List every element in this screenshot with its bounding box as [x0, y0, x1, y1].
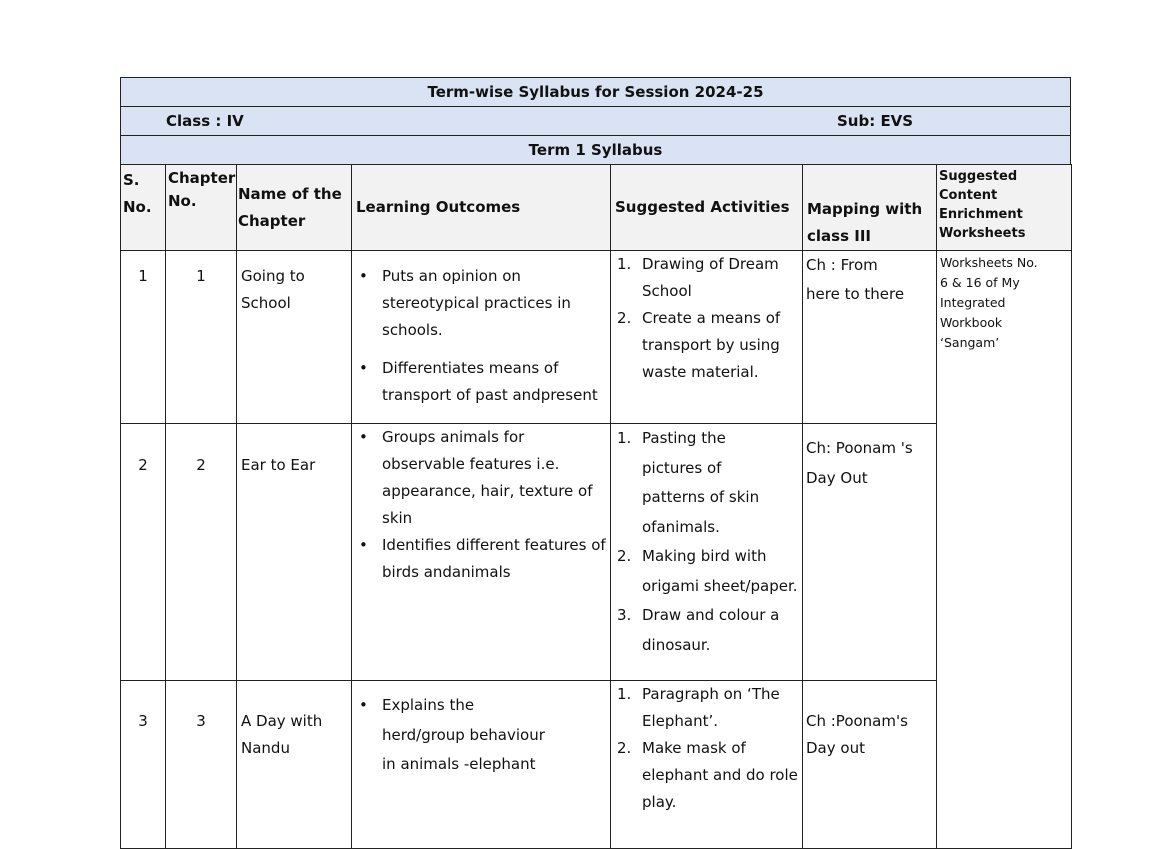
- activity-item: 1. Drawing of Dream School: [617, 255, 779, 300]
- subject-label: Sub: EVS: [837, 112, 914, 130]
- title-band: [120, 77, 1071, 106]
- table-row: [121, 681, 1072, 849]
- outcome-item: • Differentiates means of transport of past andpresent: [352, 355, 610, 409]
- header-sno: S. No.: [121, 165, 166, 251]
- row-learning-outcomes: [352, 251, 611, 424]
- header-row: [121, 165, 1072, 251]
- class-subject-band: [120, 106, 1071, 135]
- activity-item: 1. Paragraph on ‘The Elephant’.: [617, 685, 780, 730]
- outcome-item: • Groups animals for observable features i.e. appearance, hair, texture of skin: [352, 424, 610, 532]
- header-chapter-no: Chapter No.: [166, 165, 237, 251]
- row-chapter-name: Going to School: [237, 251, 352, 424]
- activity-item: 2. Create a means of transport by using waste material.: [617, 309, 781, 381]
- row-enrichment-worksheets: Worksheets No. 6 & 16 of My Integrated Workbook ‘Sangam’: [937, 251, 1072, 849]
- page-title: Term-wise Syllabus for Session 2024-25: [427, 83, 764, 101]
- row-chapter-no: 1: [166, 251, 237, 424]
- term-band: [120, 135, 1071, 164]
- row-sno: 3: [121, 681, 166, 849]
- table-row: [121, 251, 1072, 424]
- row-sno: 1: [121, 251, 166, 424]
- row-chapter-name: Ear to Ear: [237, 424, 352, 681]
- row-learning-outcomes: [352, 681, 611, 849]
- header-suggested-activities: Suggested Activities: [611, 165, 803, 251]
- outcome-item: • Explains the herd/group behaviour in animals -elephant: [352, 691, 610, 780]
- row-mapping: Ch: Poonam 's Day Out: [803, 424, 937, 681]
- class-label: Class : IV: [166, 112, 244, 130]
- syllabus-table: [120, 164, 1072, 849]
- row-mapping: Ch :Poonam's Day out: [803, 681, 937, 849]
- term-label: Term 1 Syllabus: [528, 141, 663, 159]
- row-suggested-activities: [611, 681, 803, 849]
- table-row: [121, 424, 1072, 681]
- row-suggested-activities: [611, 424, 803, 681]
- row-sno: 2: [121, 424, 166, 681]
- activity-item: 1. Pasting the pictures of patterns of skin ofanimals.: [617, 429, 760, 536]
- activity-item: 2. Making bird with origami sheet/paper.: [617, 547, 798, 595]
- row-learning-outcomes: [352, 424, 611, 681]
- header-enrichment: Suggested Content Enrichment Worksheets: [937, 165, 1072, 251]
- row-chapter-no: 2: [166, 424, 237, 681]
- header-mapping: Mapping with class III: [803, 165, 937, 251]
- row-mapping: Ch : From here to there: [803, 251, 937, 424]
- outcome-item: • Puts an opinion on stereotypical practices in schools.: [352, 263, 610, 344]
- row-chapter-name: A Day with Nandu: [237, 681, 352, 849]
- activity-item: 3. Draw and colour a dinosaur.: [617, 606, 780, 654]
- row-suggested-activities: [611, 251, 803, 424]
- header-chapter-name: Name of the Chapter: [237, 165, 352, 251]
- header-learning-outcomes: Learning Outcomes: [352, 165, 611, 251]
- row-chapter-no: 3: [166, 681, 237, 849]
- syllabus-sheet: [120, 77, 1071, 849]
- activity-item: 2. Make mask of elephant and do role play.: [617, 739, 798, 811]
- outcome-item: • Identifies different features of birds andanimals: [352, 532, 610, 586]
